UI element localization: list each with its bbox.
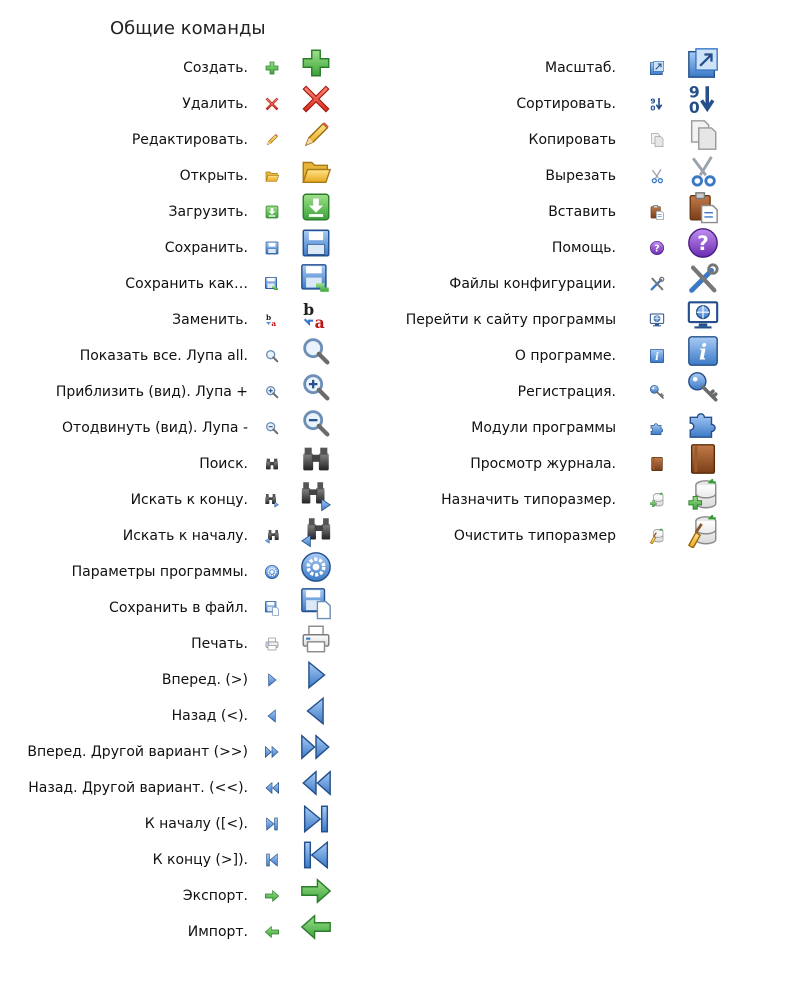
- skip-start-icon[interactable]: [264, 852, 280, 868]
- command-label: Экспорт.: [182, 888, 248, 904]
- command-row[interactable]: [0, 590, 800, 626]
- skip-end-icon[interactable]: [264, 816, 280, 832]
- copy-icon[interactable]: [686, 118, 720, 152]
- scissors-icon[interactable]: [686, 154, 720, 188]
- key-icon[interactable]: [649, 384, 665, 400]
- command-label: Приблизить (вид). Лупа +: [55, 384, 248, 400]
- svg-text:b: b: [303, 300, 315, 319]
- svg-text:a: a: [271, 319, 277, 328]
- sort-90-icon[interactable]: [686, 82, 720, 116]
- double-left-icon[interactable]: [299, 766, 333, 800]
- command-row[interactable]: [0, 410, 800, 446]
- command-label: Регистрация.: [517, 384, 616, 400]
- command-label: Заменить.: [172, 312, 248, 328]
- command-row[interactable]: [0, 50, 800, 86]
- command-label: Вперед. (>): [161, 672, 248, 688]
- command-label: Параметры программы.: [71, 564, 248, 580]
- arrow-right-icon[interactable]: [299, 874, 333, 908]
- command-label: Удалить.: [182, 96, 248, 112]
- puzzle-icon[interactable]: [686, 406, 720, 440]
- triangle-right-icon[interactable]: [264, 672, 280, 688]
- command-label: Помощь.: [551, 240, 616, 256]
- scale-icon[interactable]: [686, 46, 720, 80]
- key-icon[interactable]: [686, 370, 720, 404]
- svg-text:0: 0: [650, 103, 656, 112]
- command-label: Масштаб.: [545, 60, 616, 76]
- command-row[interactable]: [0, 122, 800, 158]
- command-label: Загрузить.: [168, 204, 248, 220]
- journal-icon[interactable]: [649, 456, 665, 472]
- command-label: Искать к началу.: [122, 528, 248, 544]
- skip-end-icon[interactable]: [299, 802, 333, 836]
- database-add-icon[interactable]: [686, 478, 720, 512]
- command-label: Назад. Другой вариант. (<<).: [28, 780, 248, 796]
- command-label: Создать.: [183, 60, 248, 76]
- triangle-right-icon[interactable]: [299, 658, 333, 692]
- copy-icon[interactable]: [649, 132, 665, 148]
- command-row[interactable]: [0, 230, 800, 266]
- tools-icon[interactable]: [649, 276, 665, 292]
- command-label: К началу ([<).: [144, 816, 248, 832]
- arrow-left-icon[interactable]: [299, 910, 333, 944]
- sort-90-icon[interactable]: [649, 96, 665, 112]
- command-row[interactable]: [0, 482, 800, 518]
- command-label: Вырезать: [545, 168, 616, 184]
- command-label: Открыть.: [179, 168, 248, 184]
- command-row[interactable]: [0, 266, 800, 302]
- info-icon[interactable]: [686, 334, 720, 368]
- gear-icon[interactable]: [264, 564, 280, 580]
- command-label: Сортировать.: [516, 96, 616, 112]
- command-label: Импорт.: [187, 924, 248, 940]
- command-row[interactable]: [0, 374, 800, 410]
- command-row[interactable]: [0, 158, 800, 194]
- command-label: Сохранить в файл.: [109, 600, 248, 616]
- paste-icon[interactable]: [686, 190, 720, 224]
- command-row[interactable]: [0, 446, 800, 482]
- command-label: Печать.: [191, 636, 248, 652]
- command-row[interactable]: [0, 662, 800, 698]
- arrow-left-icon[interactable]: [264, 924, 280, 940]
- gear-icon[interactable]: [299, 550, 333, 584]
- command-label: Файлы конфигурации.: [449, 276, 616, 292]
- command-label: Модули программы: [471, 420, 616, 436]
- command-row[interactable]: [0, 302, 800, 338]
- command-label: К концу (>]).: [152, 852, 248, 868]
- command-label: Назад (<).: [171, 708, 248, 724]
- website-icon[interactable]: [649, 312, 665, 328]
- command-row[interactable]: [0, 83, 800, 122]
- command-label: Вперед. Другой вариант (>>): [27, 744, 248, 760]
- command-label: О программе.: [514, 348, 616, 364]
- printer-icon[interactable]: [264, 636, 280, 652]
- database-add-icon[interactable]: [649, 492, 665, 508]
- svg-text:b: b: [266, 313, 272, 322]
- skip-start-icon[interactable]: [299, 838, 333, 872]
- journal-icon[interactable]: [686, 442, 720, 476]
- command-label: Искать к концу.: [130, 492, 248, 508]
- command-label: Копировать: [528, 132, 616, 148]
- command-row[interactable]: [0, 878, 800, 914]
- triangle-left-icon[interactable]: [264, 708, 280, 724]
- svg-text:9: 9: [650, 96, 656, 106]
- command-label: Очистить типоразмер: [453, 528, 616, 544]
- puzzle-icon[interactable]: [649, 420, 665, 436]
- command-row[interactable]: [0, 914, 800, 950]
- page-title: Общие команды: [110, 18, 266, 39]
- info-icon[interactable]: [649, 348, 665, 364]
- tools-icon[interactable]: [686, 262, 720, 296]
- floppy-to-file-icon[interactable]: [299, 586, 333, 620]
- command-label: Назначить типоразмер.: [441, 492, 616, 508]
- database-clear-icon[interactable]: [686, 514, 720, 548]
- svg-text:?: ?: [654, 243, 660, 255]
- triangle-left-icon[interactable]: [299, 694, 333, 728]
- svg-text:i: i: [655, 352, 659, 363]
- command-row[interactable]: [0, 698, 800, 734]
- command-label: Вставить: [548, 204, 616, 220]
- database-clear-icon[interactable]: [649, 528, 665, 544]
- paste-icon[interactable]: [649, 204, 665, 220]
- command-label: Редактировать.: [131, 132, 248, 148]
- command-label: Просмотр журнала.: [470, 456, 616, 472]
- command-label: Сохранить как…: [125, 276, 248, 292]
- double-right-icon[interactable]: [299, 730, 333, 764]
- command-label: Перейти к сайту программы: [405, 312, 616, 328]
- help-icon[interactable]: [686, 226, 720, 260]
- command-row[interactable]: [0, 194, 800, 230]
- help-icon[interactable]: [649, 240, 665, 256]
- svg-text:i: i: [698, 340, 708, 366]
- scale-icon[interactable]: [649, 60, 665, 76]
- command-row[interactable]: [0, 518, 800, 554]
- arrow-right-icon[interactable]: [264, 888, 280, 904]
- scissors-icon[interactable]: [649, 168, 665, 184]
- svg-text:0: 0: [688, 99, 700, 116]
- svg-text:a: a: [314, 312, 325, 332]
- command-row[interactable]: [0, 770, 800, 806]
- command-row[interactable]: [0, 554, 800, 590]
- command-row[interactable]: [0, 626, 800, 662]
- command-row[interactable]: [0, 734, 800, 770]
- website-icon[interactable]: [686, 298, 720, 332]
- double-left-icon[interactable]: [264, 780, 280, 796]
- command-label: Сохранить.: [164, 240, 248, 256]
- command-label: Показать все. Лупа all.: [79, 348, 248, 364]
- printer-icon[interactable]: [299, 622, 333, 656]
- floppy-to-file-icon[interactable]: [264, 600, 280, 616]
- command-row[interactable]: [0, 806, 800, 842]
- svg-text:9: 9: [688, 83, 700, 102]
- double-right-icon[interactable]: [264, 744, 280, 760]
- command-label: Поиск.: [199, 456, 248, 472]
- command-label: Отодвинуть (вид). Лупа -: [62, 420, 248, 436]
- command-row[interactable]: [0, 842, 800, 878]
- svg-text:?: ?: [697, 232, 709, 256]
- command-row[interactable]: [0, 338, 800, 374]
